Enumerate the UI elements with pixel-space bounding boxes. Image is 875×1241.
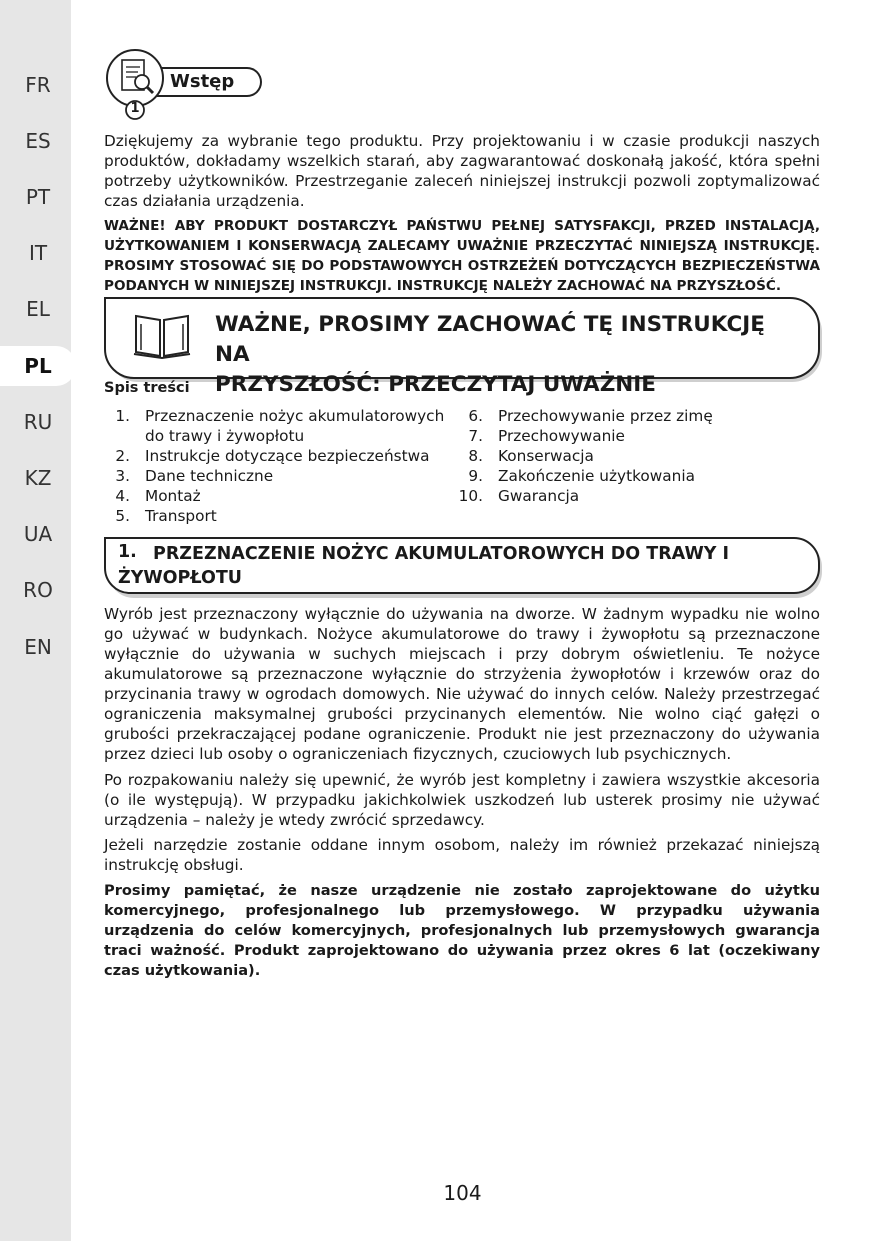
intro-warning: WAŻNE! ABY PRODUKT DOSTARCZYŁ PAŃSTWU PEŁNEJ SATYSFAKCJI, PRZED INSTALACJĄ, UŻYTKOWANIEM I KONSERWACJĄ ZALECAMY UWAŻNIE PRZECZYTAĆ NINIEJSZĄ INSTRUKCJĘ. PROSIMY STOSOWAĆ SIĘ DO PODSTAWOWYCH OSTRZEŻEŃ DOTYCZĄCYCH BEZPIECZEŃSTWA PODANYCH W NINIEJSZEJ INSTRUKCJI. INSTRUKCJĘ NALEŻY ZACHOWAĆ NA PRZYSZŁOŚĆ. [104,218,820,294]
section-paragraph-3: Jeżeli narzędzie zostanie oddane innym osobom, należy im również przekazać niniejszą instrukcję obsługi. [104,836,820,874]
lang-tab-ua[interactable]: UA [23,522,53,546]
document-magnifier-icon [105,48,175,124]
toc-item[interactable] [104,406,454,446]
section-paragraph-2: Po rozpakowaniu należy się upewnić, że wyrób jest kompletny i zawiera wszystkie akcesoria (o ile występują). W przypadku jakichkolwiek uszkodzeń lub usterek prosimy nie używać urządzenia – należy je wtedy zwrócić sprzedawcy. [104,771,820,829]
toc-item[interactable] [457,466,817,486]
toc-item-number: 6. [468,407,483,425]
lang-tab-kz[interactable]: KZ [24,466,52,490]
banner-line-2: PRZYSZŁOŚĆ: PRZECZYTAJ UWAŻNIE [215,372,656,397]
toc-item-number: 9. [468,467,483,485]
toc-item-number: 10. [458,487,483,505]
page-number: 104 [443,1181,482,1205]
toc-item-number: 1. [115,407,130,425]
toc-item-label: Konserwacja [498,447,594,465]
toc-item-label: Przechowywanie [498,427,625,445]
toc-item[interactable] [457,486,817,506]
lang-tab-ro[interactable]: RO [23,578,53,602]
toc-item-number: 4. [115,487,130,505]
section-title: PRZEZNACZENIE NOŻYC AKUMULATOROWYCH DO TRAWY I ŻYWOPŁOTU [118,544,730,588]
toc-item-number: 8. [468,447,483,465]
toc-item[interactable] [104,486,454,506]
step-number: 1 [130,101,140,116]
lang-tab-es[interactable]: ES [25,129,51,153]
toc-item[interactable] [457,406,817,426]
lang-tab-it[interactable]: IT [28,241,48,265]
lang-tab-en[interactable]: EN [24,635,52,659]
toc-item[interactable] [104,446,454,466]
toc-title: Spis treści [104,380,190,396]
intro-paragraph: Dziękujemy za wybranie tego produktu. Przy projektowaniu i w czasie produkcji naszych produktów, dokładamy wszelkich starań, aby zagwarantować doskonałą jakość, która spełni potrzeby użytkowników. Przestrzeganie zaleceń niniejszej instrukcji pozwoli zoptymalizować czas działania urządzenia. [104,132,820,210]
open-book-icon [132,310,192,360]
lang-tab-pt[interactable]: PT [25,185,51,209]
lang-tab-ru[interactable]: RU [23,410,53,434]
section-paragraph-1: Wyrób jest przeznaczony wyłącznie do używania na dworze. W żadnym wypadku nie wolno go używać w budynkach. Nożyce akumulatorowe do trawy i żywopłotu są przeznaczone wyłącznie do używania w suchych miejscach i przy dobrym oświetleniu. Te nożyce akumulatorowe są przeznaczone wyłącznie do strzyżenia żywopłotów i krzewów oraz do przycinania trawy w ogrodach domowych. Nie używać do innych celów. Należy przestrzegać ograniczenia maksymalnej grubości przycinanych elementów. Nie wolno ciąć gałęzi o grubości przekraczającej podane ograniczenie. Produkt nie jest przeznaczony do używania przez dzieci lub osoby o ograniczeniach fizycznych, czuciowych lub psychicznych. [104,605,820,763]
toc-item[interactable] [104,466,454,486]
toc-item-label: Zakończenie użytkowania [498,467,695,485]
toc-item-label: Dane techniczne [145,467,274,485]
lang-tab-el[interactable]: EL [26,297,50,321]
toc-item[interactable] [457,426,817,446]
lang-tab-fr[interactable]: FR [25,73,51,97]
section-paragraph-4: Prosimy pamiętać, że nasze urządzenie nie zostało zaprojektowane do użytku komercyjnego, profesjonalnego lub przemysłowego. W przypadku używania urządzenia do celów komercyjnych, profesjonalnych lub przemysłowych gwarancja traci ważność. Produkt zaprojektowano do używania przez okres 6 lat (oczekiwany czas użytkowania). [104,882,820,979]
intro-title: Wstęp [170,71,235,92]
toc-item-number: 3. [115,467,130,485]
toc-item[interactable] [457,446,817,466]
banner-line-1: WAŻNE, PROSIMY ZACHOWAĆ TĘ INSTRUKCJĘ NA [215,312,765,367]
lang-tab-pl[interactable]: PL [0,346,76,386]
toc-item-number: 5. [115,507,130,525]
toc-item-label: Montaż [145,487,201,505]
toc-item-label: Instrukcje dotyczące bezpieczeństwa [145,447,430,465]
toc-item-number: 7. [468,427,483,445]
toc-item-label: Przechowywanie przez zimę [498,407,713,425]
toc-item-number: 2. [115,447,130,465]
section-number: 1. [118,542,137,562]
banner-title [215,310,805,400]
toc-item-label: Gwarancja [498,487,580,505]
toc-item-label: Przeznaczenie nożyc akumulatorowych do trawy i żywopłotu [145,407,445,445]
toc-item-label: Transport [145,507,217,525]
toc-item[interactable] [104,506,454,526]
